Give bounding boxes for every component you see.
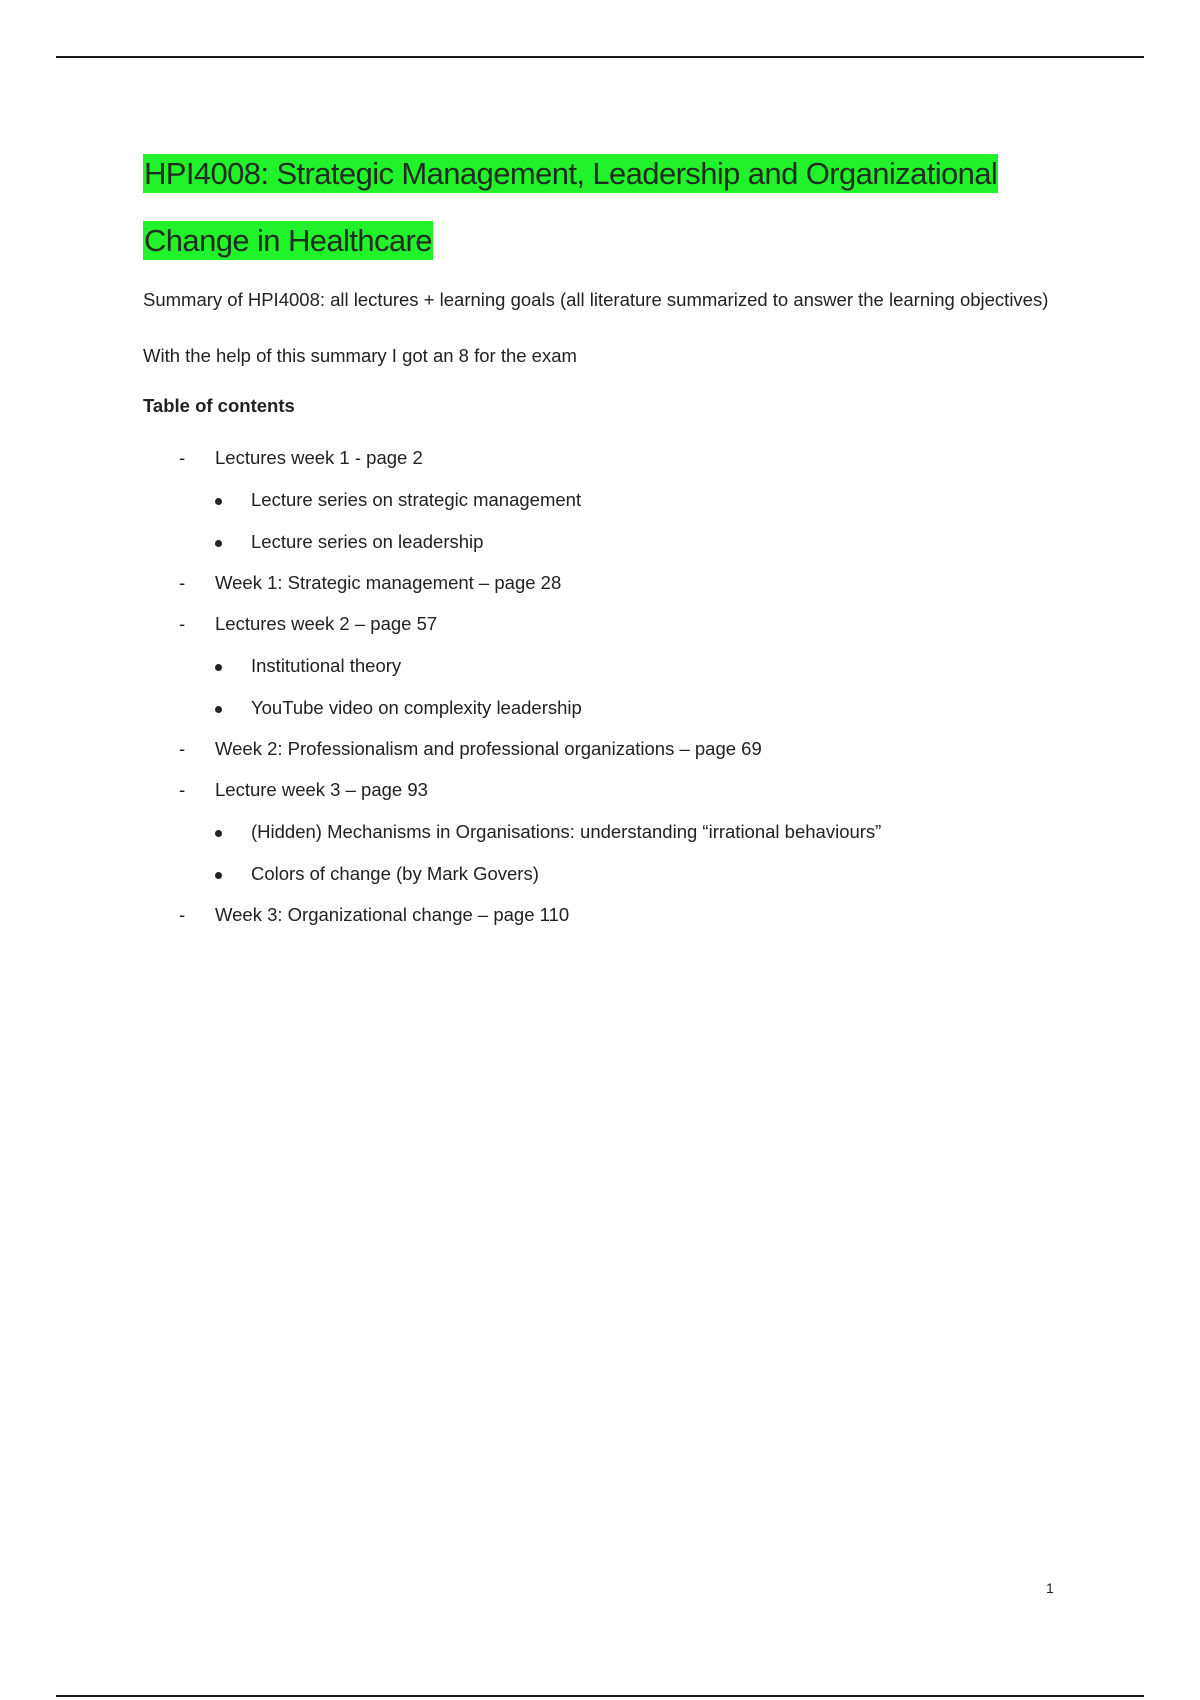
toc-item-text: (Hidden) Mechanisms in Organisations: understanding “irrational behaviours” [251,821,882,842]
toc-subitem [143,697,1063,738]
toc-item-text: Colors of change (by Mark Govers) [251,863,539,884]
header-rule [56,56,1144,58]
toc-subitem [143,655,1063,696]
bullet-icon [215,706,222,713]
document-body [143,140,1063,945]
toc-item-text: Lectures week 2 – page 57 [215,613,438,634]
dash-marker: - [179,613,186,634]
dash-marker: - [179,904,186,925]
toc-subitem [143,863,1063,904]
toc-item-text: Week 3: Organizational change – page 110 [215,904,570,925]
dash-marker: - [179,738,186,759]
summary-paragraph: Summary of HPI4008: all lectures + learning goals (all literature summarized to answer the learning objectives) [143,289,1049,310]
toc-item-text: Week 1: Strategic management – page 28 [215,572,562,593]
toc-item [143,738,1063,779]
toc-item [143,779,1063,820]
bullet-icon [215,664,222,671]
toc-item-text: Lectures week 1 - page 2 [215,447,423,468]
toc-item [143,904,1063,945]
toc-item [143,613,1063,654]
toc-item-text: Institutional theory [251,655,402,676]
toc-subitem [143,489,1063,530]
bullet-icon [215,540,222,547]
toc-item [143,447,1063,488]
table-of-contents [143,447,1063,945]
bullet-icon [215,498,222,505]
toc-item-text: Lecture series on leadership [251,531,484,552]
toc-subitem [143,531,1063,572]
toc-item [143,572,1063,613]
toc-subitem [143,821,1063,862]
toc-item-text: YouTube video on complexity leadership [251,697,582,718]
exam-note-paragraph: With the help of this summary I got an 8 for the exam [143,345,577,366]
dash-marker: - [179,779,186,800]
dash-marker: - [179,572,186,593]
page-number: 1 [1046,1580,1054,1596]
toc-heading: Table of contents [143,395,295,416]
document-title-line-1 [143,140,1063,207]
bullet-icon [215,872,222,879]
footer-rule [56,1695,1144,1697]
dash-marker: - [179,447,186,468]
document-title-line-2 [143,207,1063,274]
toc-item-text: Lecture week 3 – page 93 [215,779,428,800]
title-highlight: Change in Healthcare [144,223,432,258]
toc-item-text: Week 2: Professionalism and professional organizations – page 69 [215,738,762,759]
title-highlight: HPI4008: Strategic Management, Leadership and Organizational [144,156,998,191]
bullet-icon [215,830,222,837]
toc-item-text: Lecture series on strategic management [251,489,582,510]
